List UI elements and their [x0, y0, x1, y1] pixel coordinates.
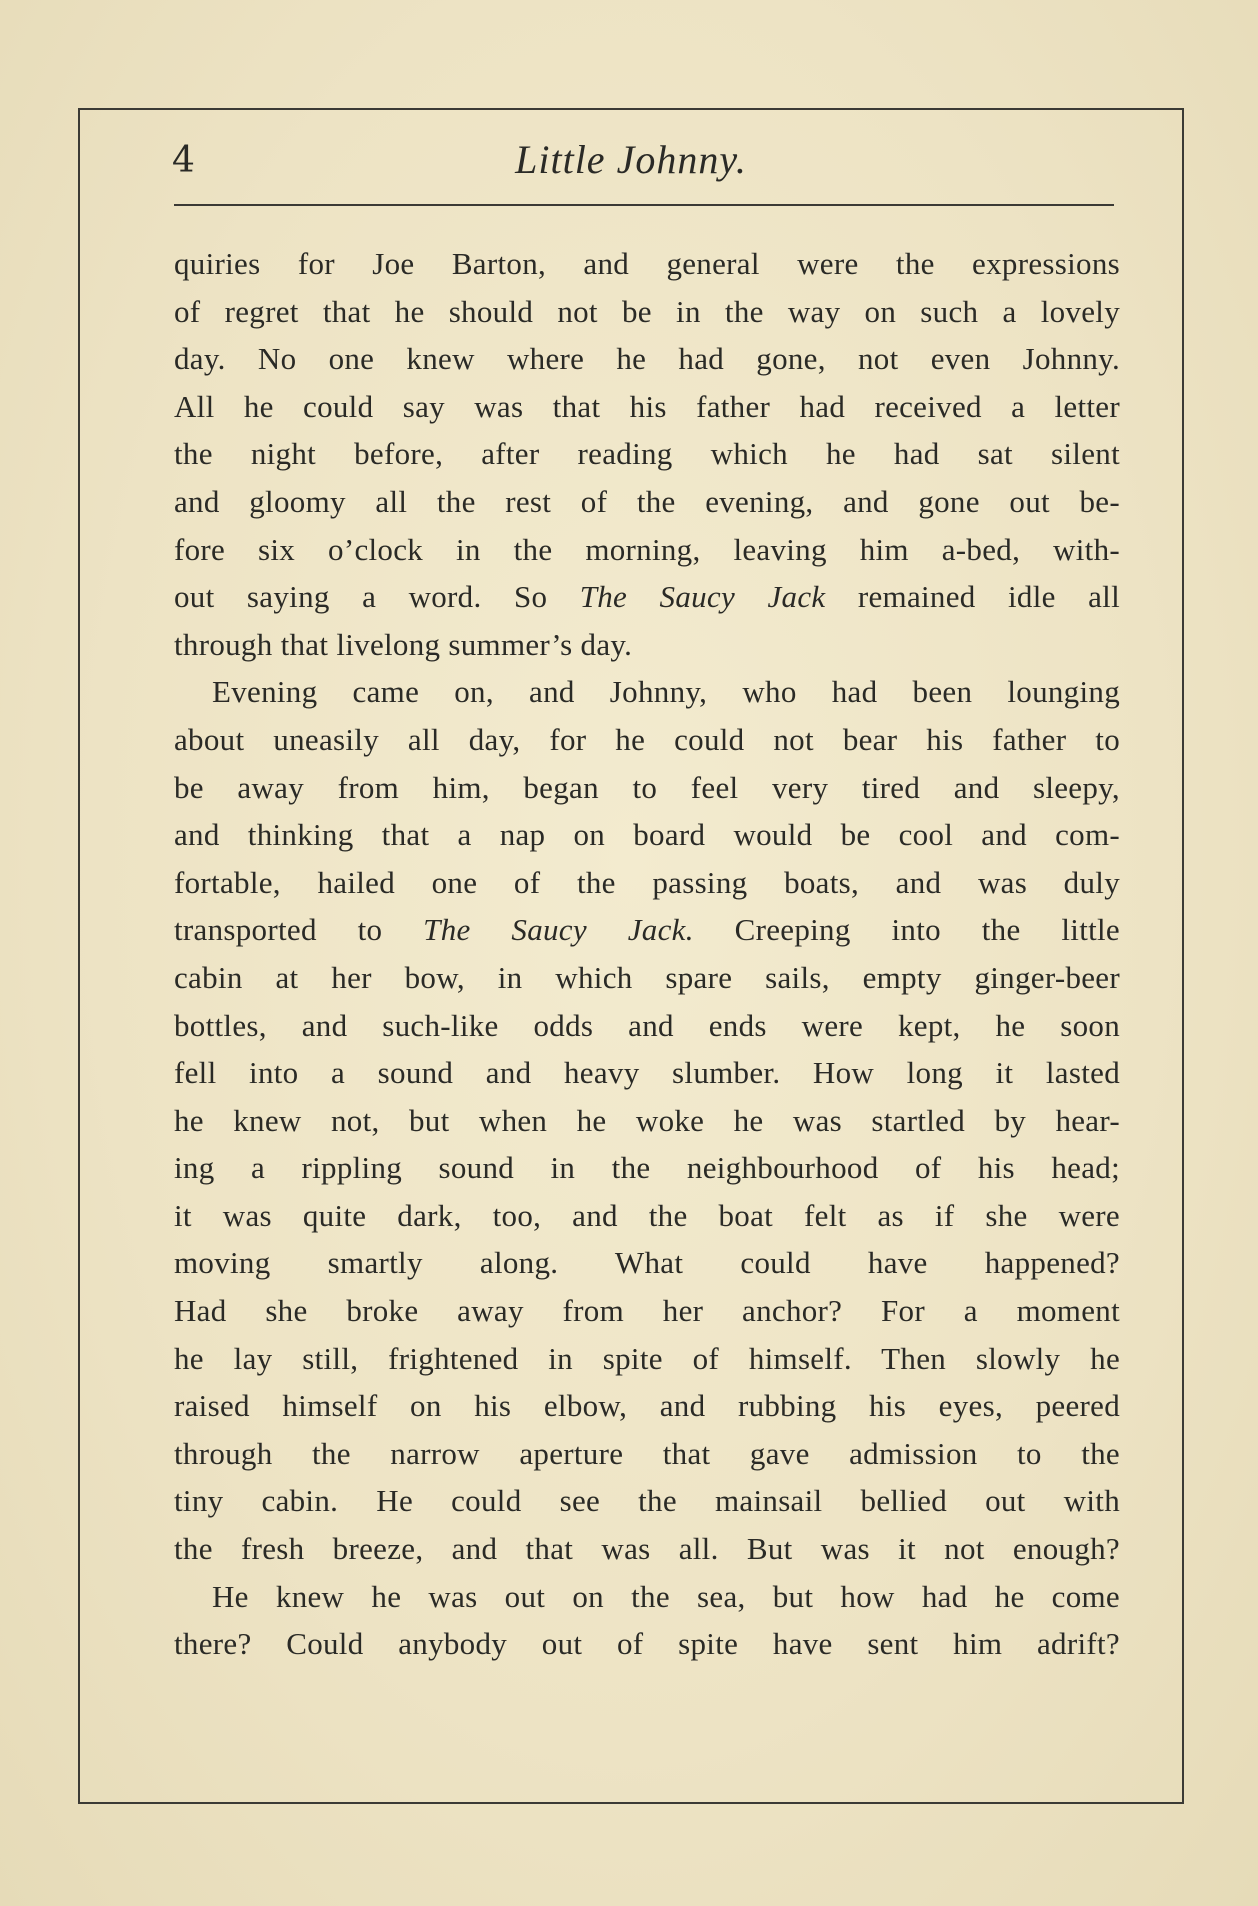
text-line: ing a rippling sound in the neighbourhood of his head; [174, 1150, 1120, 1186]
text-line: fortable, hailed one of the passing boats, and was duly [174, 864, 1120, 900]
text-line: be away from him, began to feel very tired and sleepy, [174, 769, 1120, 805]
running-title: Little Johnny. [515, 137, 747, 182]
text-line: bottles, and such-like odds and ends were kept, he soon [174, 1007, 1120, 1043]
text-segment: remained idle all [825, 579, 1120, 615]
text-line: the night before, after reading which he had sat silent [174, 436, 1120, 472]
text-line: fore six o’clock in the morning, leaving him a-bed, with- [174, 531, 1120, 567]
text-line: about uneasily all day, for he could not bear his father to [174, 721, 1120, 757]
text-line: cabin at her bow, in which spare sails, empty ginger-beer [174, 959, 1120, 995]
text-line: and gloomy all the rest of the evening, and gone out be- [174, 483, 1120, 519]
ship-name-italic: The Saucy Jack. [423, 912, 694, 948]
text-line: of regret that he should not be in the way on such a lovely [174, 293, 1120, 329]
text-line: moving smartly along. What could have happened? [174, 1245, 1120, 1281]
header-rule [174, 204, 1114, 206]
text-line: tiny cabin. He could see the mainsail bellied out with [174, 1483, 1120, 1519]
text-line: Had she broke away from her anchor? For a moment [174, 1293, 1120, 1329]
text-line: he knew not, but when he woke he was startled by hear- [174, 1102, 1120, 1138]
text-line: it was quite dark, too, and the boat felt as if she were [174, 1197, 1120, 1233]
text-line: Evening came on, and Johnny, who had been lounging [212, 674, 1120, 710]
page-header [78, 132, 1184, 212]
text-line: quiries for Joe Barton, and general were the expressions [174, 246, 1120, 281]
text-segment: out saying a word. So [174, 579, 580, 615]
text-line: fell into a sound and heavy slumber. How long it lasted [174, 1055, 1120, 1091]
ship-name-italic: The Saucy Jack [579, 579, 826, 615]
text-line: he lay still, frightened in spite of himself. Then slowly he [174, 1340, 1120, 1376]
page-number: 4 [172, 140, 195, 181]
body-text [174, 240, 1120, 1668]
text-line: raised himself on his elbow, and rubbing his eyes, peered [174, 1388, 1120, 1424]
text-segment: Creeping into the little [693, 912, 1120, 948]
text-line [174, 906, 1120, 954]
text-line: there? Could anybody out of spite have sent him adrift? [174, 1626, 1120, 1662]
text-line: and thinking that a nap on board would be cool and com- [174, 817, 1120, 853]
text-line: through that livelong summer’s day. [174, 626, 633, 662]
text-line: through the narrow aperture that gave admission to the [174, 1435, 1120, 1471]
text-line: the fresh breeze, and that was all. But was it not enough? [174, 1531, 1120, 1567]
text-line: All he could say was that his father had received a letter [174, 388, 1120, 424]
text-line [174, 573, 1120, 621]
text-segment: transported to [174, 912, 424, 948]
text-line: day. No one knew where he had gone, not even Johnny. [174, 341, 1120, 377]
text-line: He knew he was out on the sea, but how had he come [212, 1578, 1120, 1614]
